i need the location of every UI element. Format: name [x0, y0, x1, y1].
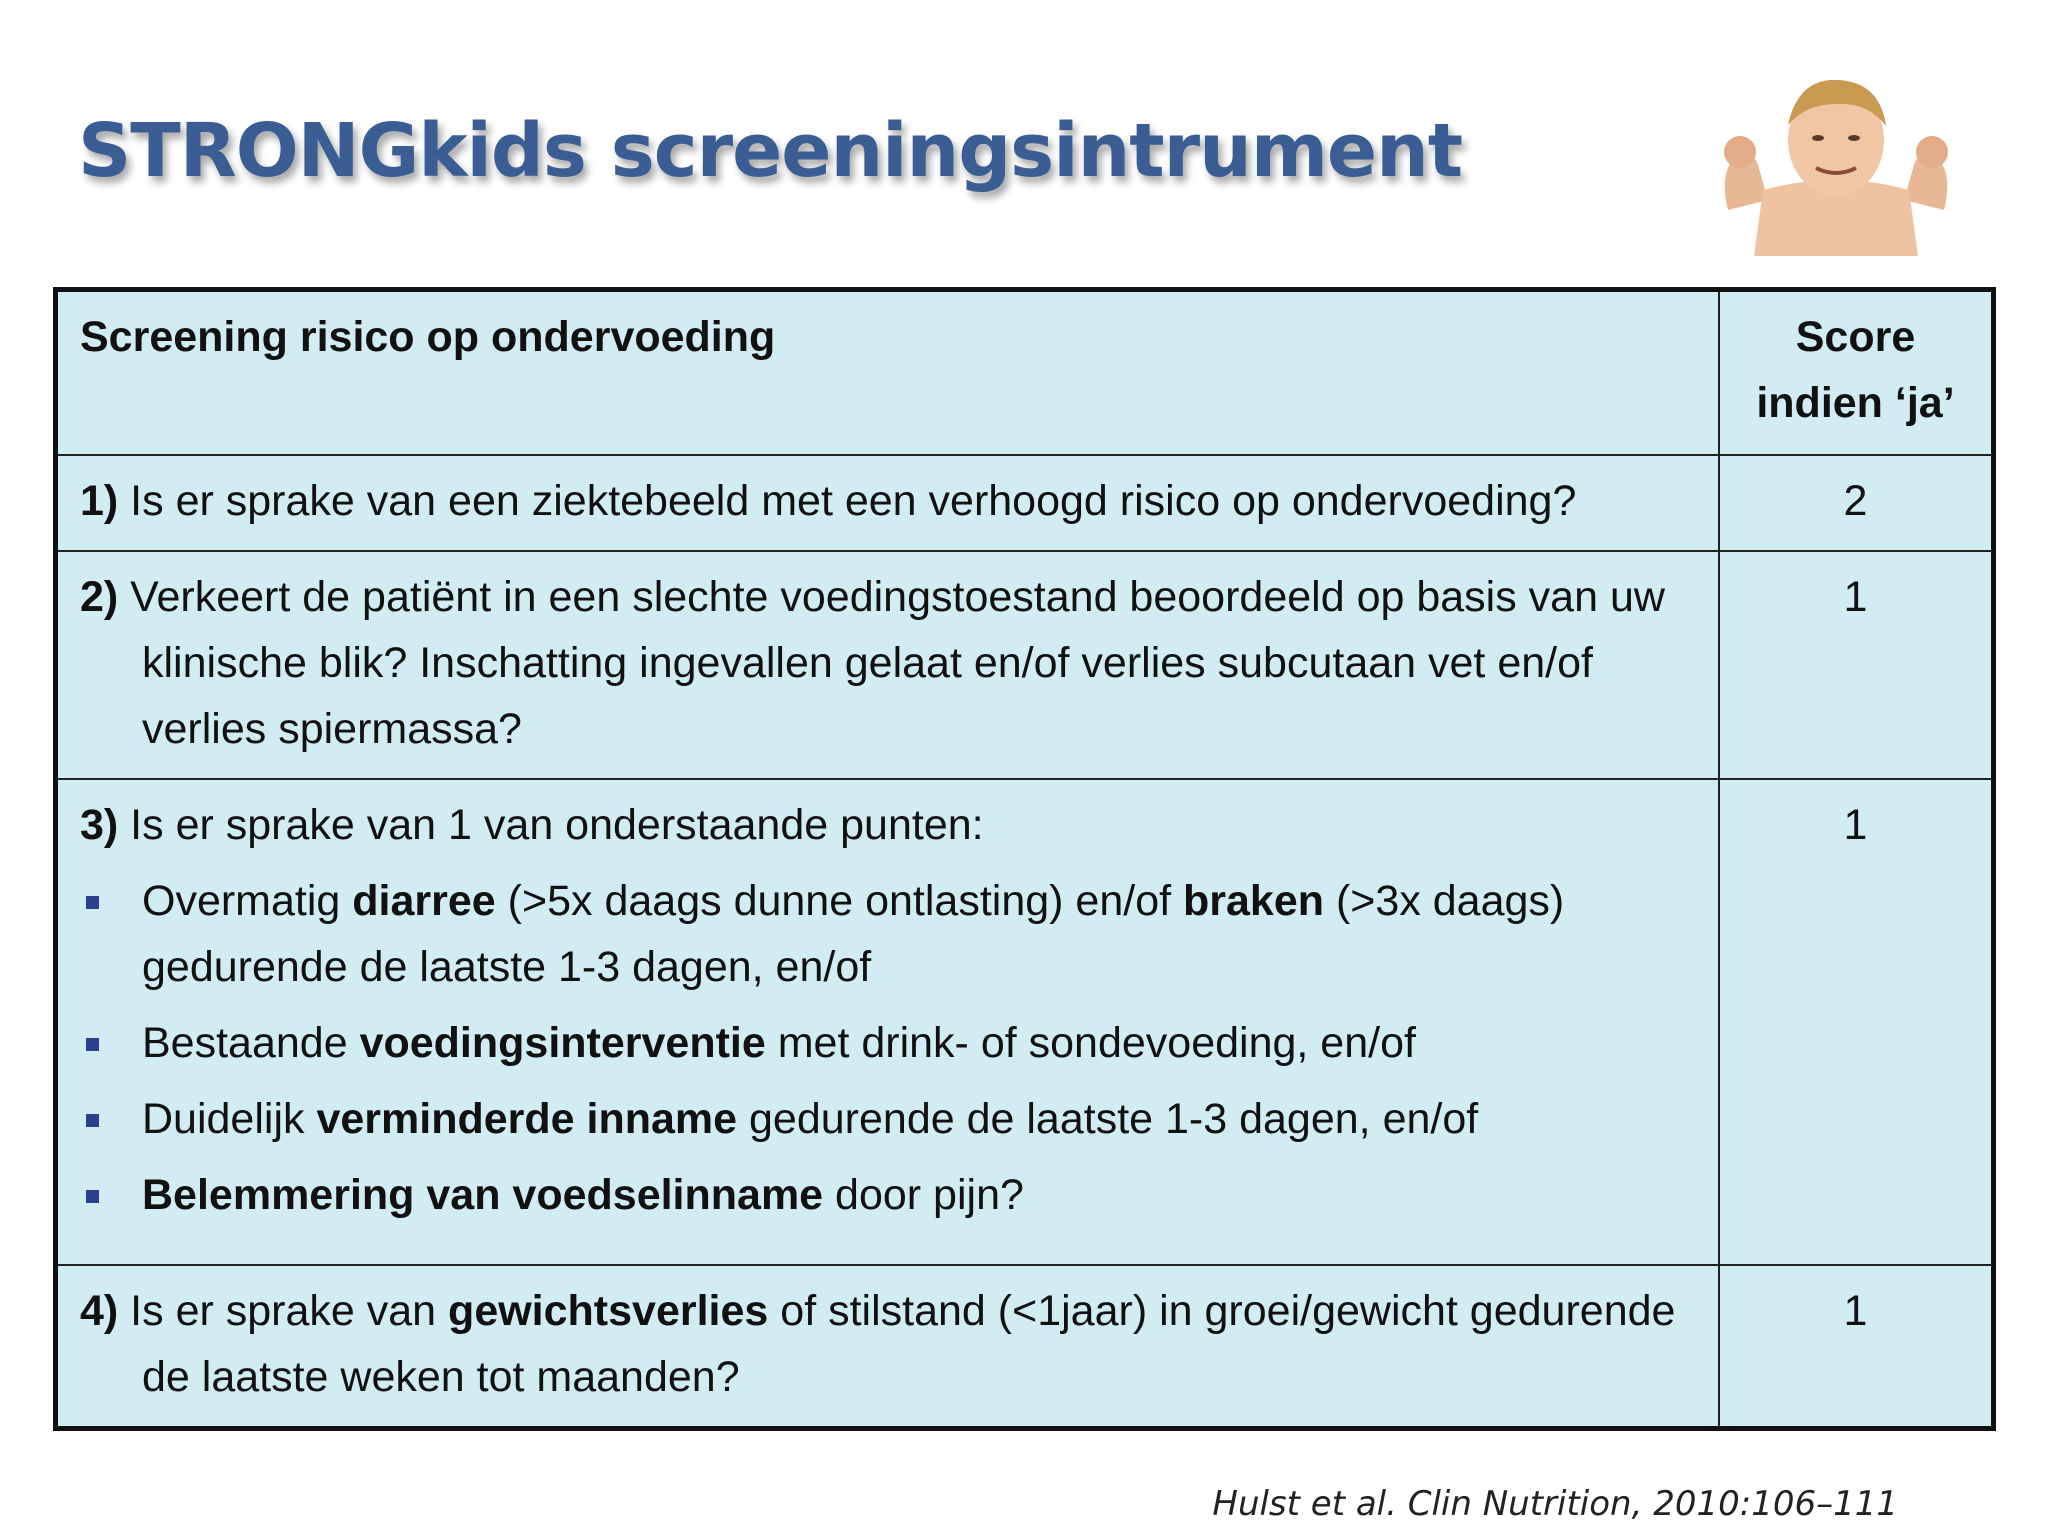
question-number: 4) — [80, 1287, 119, 1335]
flexing-boy-image — [1708, 60, 1964, 256]
question-cell — [56, 779, 1720, 1265]
table-row — [56, 1265, 1994, 1429]
header-score-line1: Score — [1795, 313, 1916, 361]
table-row — [56, 779, 1994, 1265]
list-item: Duidelijk verminderde inname gedurende de laatste 1-3 dagen, en/of — [80, 1086, 1698, 1152]
list-item: Belemmering van voedselinname door pijn? — [80, 1162, 1698, 1228]
header-score — [1719, 290, 1994, 456]
citation: Hulst et al. Clin Nutrition, 2010:106–111 — [1212, 1484, 1898, 1524]
question-text: Verkeert de patiënt in een slechte voedingstoestand beoordeeld op basis van uw klinische blik? Inschatting ingevallen gelaat en/of verlies subcutaan vet en/of verlies spiermassa? — [118, 573, 1665, 753]
score-cell: 1 — [1719, 551, 1994, 779]
score-cell: 1 — [1719, 1265, 1994, 1429]
header-question: Screening risico op ondervoeding — [56, 290, 1720, 456]
question-text: Is er sprake van 1 van onderstaande punten: — [118, 801, 984, 849]
score-cell: 2 — [1719, 455, 1994, 551]
score-cell: 1 — [1719, 779, 1994, 1265]
question-text: Is er sprake van een ziektebeeld met een verhoogd risico op ondervoeding? — [118, 477, 1577, 525]
list-item: Bestaande voedingsinterventie met drink- of sondevoeding, en/of — [80, 1010, 1698, 1076]
list-item: Overmatig diarree (>5x daags dunne ontlasting) en/of braken (>3x daags) gedurende de laatste 1-3 dagen, en/of — [80, 868, 1698, 1000]
question-cell — [56, 551, 1720, 779]
table-row — [56, 455, 1994, 551]
page-title: STRONGkids screeningsintrument — [78, 108, 1463, 194]
question-number: 1) — [80, 477, 119, 525]
question-cell — [56, 455, 1720, 551]
question-cell: 4) Is er sprake van gewichtsverlies of stilstand (<1jaar) in groei/gewicht gedurende de laatste weken tot maanden? — [56, 1265, 1720, 1429]
table-header-row — [56, 290, 1994, 456]
table-row — [56, 551, 1994, 779]
criteria-list — [80, 868, 1698, 1228]
question-number: 3) — [80, 801, 119, 849]
question-number: 2) — [80, 573, 119, 621]
header-score-line2: indien ‘ja’ — [1756, 379, 1955, 427]
screening-table — [53, 287, 1996, 1431]
